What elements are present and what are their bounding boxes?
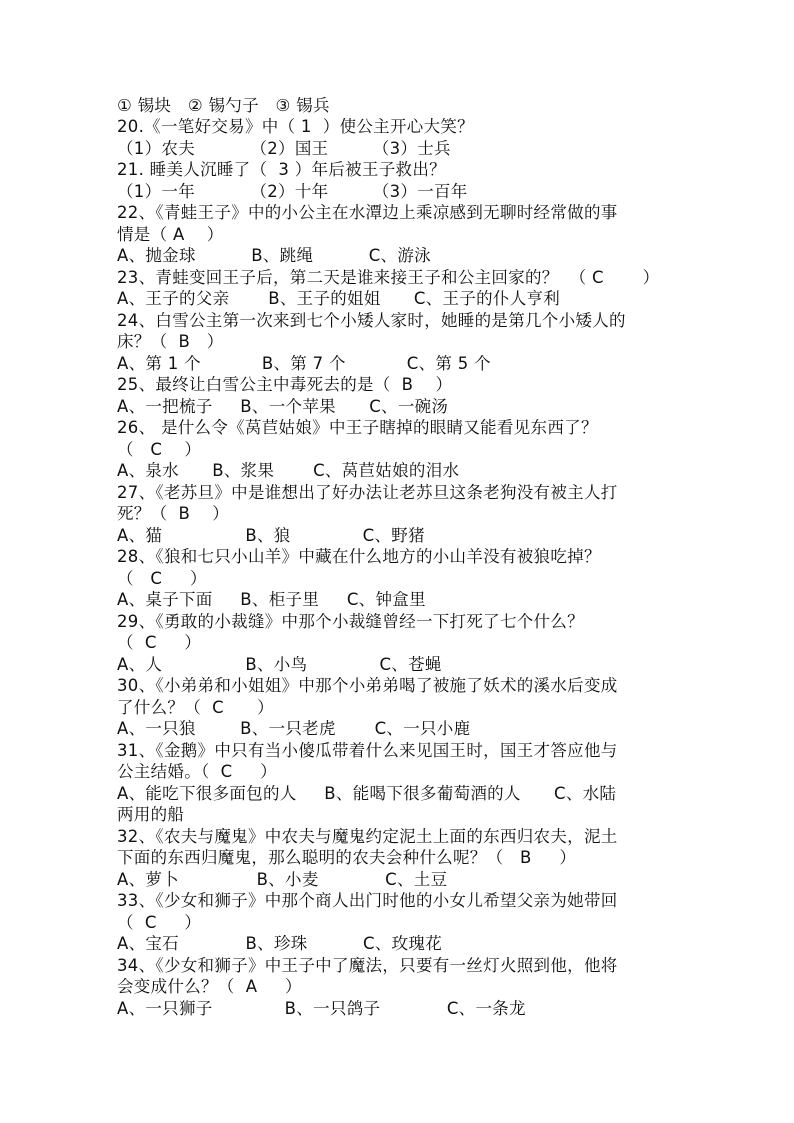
- question-29: 29、《勇敢的小裁缝》中那个小裁缝曾经一下打死了七个什么？: [117, 612, 584, 631]
- answer-options: （1）农夫 （2）国王 （3）士兵: [117, 139, 451, 158]
- question-20: 20.《一笔好交易》中（ 1 ）使公主开心大笑？: [117, 117, 474, 136]
- question-28-continued: （ C ）: [117, 569, 207, 588]
- answer-options: A、桌子下面 B、柜子里 C、钟盒里: [117, 590, 426, 609]
- question-26-continued: （ C ）: [117, 440, 202, 459]
- question-24: 24、白雪公主第一次来到七个小矮人家时，她睡的是第几个小矮人的: [117, 311, 626, 330]
- answer-options: A、抛金球 B、跳绳 C、游泳: [117, 246, 431, 265]
- answer-options: A、宝石 B、珍珠 C、玫瑰花: [117, 934, 443, 953]
- answer-options: A、能吃下很多面包的人 B、能喝下很多葡萄酒的人 C、水陆: [117, 784, 617, 803]
- answer-options: （1）一年 （2）十年 （3）一百年: [117, 182, 468, 201]
- question-34: 34、《少女和狮子》中王子中了魔法，只要有一丝灯火照到他，他将: [117, 956, 618, 975]
- question-31-continued: 公主结婚。（ C ）: [117, 762, 277, 781]
- question-34-continued: 会变成什么？（ A ）: [117, 977, 302, 996]
- answer-options: A、第 1 个 B、第 7 个 C、第 5 个: [117, 354, 491, 373]
- question-24-continued: 床？（ B ）: [117, 332, 224, 351]
- question-22: 22、《青蛙王子》中的小公主在水潭边上乘凉感到无聊时经常做的事: [117, 203, 618, 222]
- answer-options: A、王子的父亲 B、王子的姐姐 C、王子的仆人亨利: [117, 289, 561, 308]
- text-line: ① 锡块 ② 锡勺子 ③ 锡兵: [117, 96, 330, 115]
- answer-options: A、一把梳子 B、一个苹果 C、一碗汤: [117, 397, 449, 416]
- question-27: 27、《老苏旦》中是谁想出了好办法让老苏旦这条老狗没有被主人打: [117, 483, 618, 502]
- question-32: 32、《农夫与魔鬼》中农夫与魔鬼约定泥土上面的东西归农夫，泥土: [117, 827, 618, 846]
- question-30-continued: 了什么？（ C ）: [117, 698, 274, 717]
- answer-options: A、一只狮子 B、一只鸽子 C、一条龙: [117, 999, 526, 1018]
- question-31: 31、《金鹅》中只有当小傻瓜带着什么来见国王时，国王才答应他与: [117, 741, 618, 760]
- question-26: 26、 是什么令《莴苣姑娘》中王子瞎掉的眼睛又能看见东西了？: [117, 418, 598, 437]
- answer-options: A、猫 B、狼 C、野猪: [117, 526, 425, 545]
- question-32-continued: 下面的东西归魔鬼，那么聪明的农夫会种什么呢？（ B ）: [117, 848, 577, 867]
- question-30: 30、《小弟弟和小姐姐》中那个小弟弟喝了被施了妖术的溪水后变成: [117, 676, 618, 695]
- question-28: 28、《狼和七只小山羊》中藏在什么地方的小山羊没有被狼吃掉？: [117, 547, 601, 566]
- question-33-continued: （ C ）: [117, 913, 202, 932]
- answer-options: A、泉水 B、浆果 C、莴苣姑娘的泪水: [117, 461, 460, 480]
- answer-options: A、萝卜 B、小麦 C、土豆: [117, 870, 448, 889]
- question-25: 25、最终让白雪公主中毒死去的是（ B ）: [117, 375, 453, 394]
- question-33: 33、《少女和狮子》中那个商人出门时他的小女儿希望父亲为她带回: [117, 891, 618, 910]
- question-23: 23、青蛙变回王子后，第二天是谁来接王子和公主回家的？ （ C ）: [117, 268, 660, 287]
- answer-options: A、人 B、小鸟 C、苍蝇: [117, 655, 442, 674]
- answer-options-continued: 两用的船: [117, 805, 185, 824]
- question-29-continued: （ C ）: [117, 633, 202, 652]
- answer-options: A、一只狼 B、一只老虎 C、一只小鹿: [117, 719, 471, 738]
- question-22-continued: 情是（ A ）: [117, 225, 224, 244]
- question-27-continued: 死？（ B ）: [117, 504, 230, 523]
- question-21: 21. 睡美人沉睡了（ 3 ）年后被王子救出？: [117, 160, 446, 179]
